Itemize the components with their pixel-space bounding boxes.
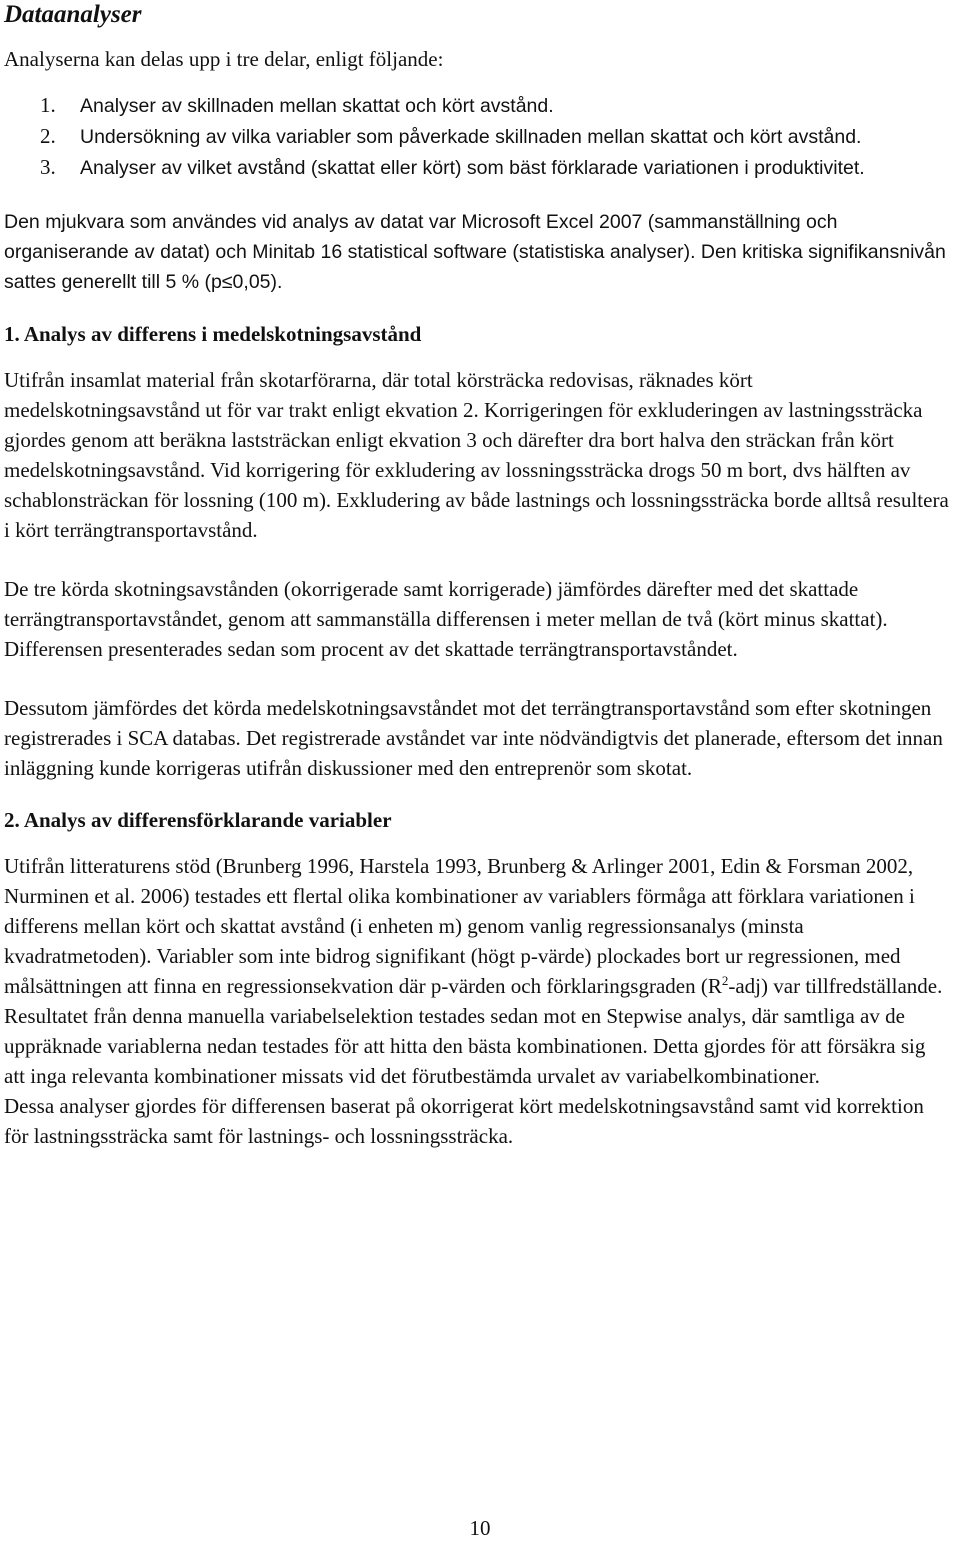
list-item bbox=[40, 121, 950, 152]
section-2-paragraph: Dessa analyser gjordes för differensen baserat på okorrigerat kört medelskotningsavstånd samt vid korrektion för lastningssträcka samt för lastnings- och lossningssträcka. bbox=[4, 1094, 924, 1148]
list-item bbox=[40, 90, 950, 121]
section-1-paragraph: Dessutom jämfördes det körda medelskotningsavståndet mot det terrängtransportavstånd som efter skotningen registrerades i SCA databas. Det registrerade avståndet var inte nödvändigtvis det planerade, eftersom det innan inläggning kunde korrigeras utifrån diskussioner med den entreprenör som skotat. bbox=[4, 696, 943, 780]
page-title: Dataanalyser bbox=[4, 1, 142, 28]
list-item-number: 2. bbox=[40, 124, 56, 148]
analysis-list bbox=[4, 90, 950, 183]
intro-text: Analyserna kan delas upp i tre delar, enligt följande: bbox=[4, 47, 444, 71]
section-1-paragraph: De tre körda skotningsavstånden (okorrigerade samt korrigerade) jämfördes därefter med det skattade terrängtransportavståndet, genom att sammanställa differensen i meter mellan de två (kört minus skattat). Differensen presenterades sedan som procent av det skattade terrängtransportavståndet. bbox=[4, 577, 888, 661]
list-item-text: Analyser av skillnaden mellan skattat och kört avstånd. bbox=[80, 95, 554, 117]
superscript: 2 bbox=[721, 973, 729, 988]
list-item-number: 3. bbox=[40, 155, 56, 179]
section-2-heading: 2. Analys av differensförklarande variabler bbox=[4, 808, 392, 832]
section-2-text-after-superscript: -adj) var tillfredställande. Resultatet från denna manuella variabelselektion testades sedan mot en Stepwise analys, där samtliga av de uppräknade variablerna nedan testades för att hitta den bästa kombinationen. Detta gjordes för att försäkra sig att inga relevanta kombinationer missats vid det förutbestämda urvalet av variabelkombinationer. bbox=[4, 974, 943, 1088]
section-2-paragraph bbox=[4, 851, 950, 1091]
list-item-text: Undersökning av vilka variabler som påverkade skillnaden mellan skattat och kört avstånd. bbox=[80, 126, 862, 148]
section-1-heading: 1. Analys av differens i medelskotningsavstånd bbox=[4, 322, 422, 346]
list-item bbox=[40, 152, 950, 183]
list-item-text: Analyser av vilket avstånd (skattat eller kört) som bäst förklarade variationen i produktivitet. bbox=[80, 157, 865, 179]
section-1-paragraph: Utifrån insamlat material från skotarförarna, där total körsträcka redovisas, räknades kört medelskotningsavstånd ut för var trakt enligt ekvation 2. Korrigeringen för exkluderingen av lastningssträcka gjordes genom att beräkna laststräckan enligt ekvation 3 och därefter dra bort halva den sträckan från kört medelskotningsavstånd. Vid korrigering för exkludering av lossningssträcka drogs 50 m bort, dvs hälften av schablonsträckan för lossning (100 m). Exkludering av både lastnings och lossningssträcka borde alltså resultera i kört terrängtransportavstånd. bbox=[4, 368, 949, 542]
software-paragraph: Den mjukvara som användes vid analys av datat var Microsoft Excel 2007 (sammanställning och organiserande av datat) och Minitab 16 statistical software (statistiska analyser). Den kritiska signifikansnivån sattes generellt till 5 % (p≤0,05). bbox=[4, 211, 946, 293]
page-number: 10 bbox=[469, 1516, 491, 1540]
list-item-number: 1. bbox=[40, 93, 56, 117]
section-2-text-before-superscript: Utifrån litteraturens stöd (Brunberg 1996, Harstela 1993, Brunberg & Arlinger 2001, Edin & Forsman 2002, Nurminen et al. 2006) testades ett flertal olika kombinationer av variablers förmåga att förklara variationen i differens mellan kört och skattat avstånd (i enheten m) genom vanlig regressionsanalys (minsta kvadratmetoden). Variabler som inte bidrog signifikant (högt p-värde) plockades bort ur regressionen, med målsättningen att finna en regressionsekvation där p-värden och förklaringsgraden (R bbox=[4, 854, 915, 998]
